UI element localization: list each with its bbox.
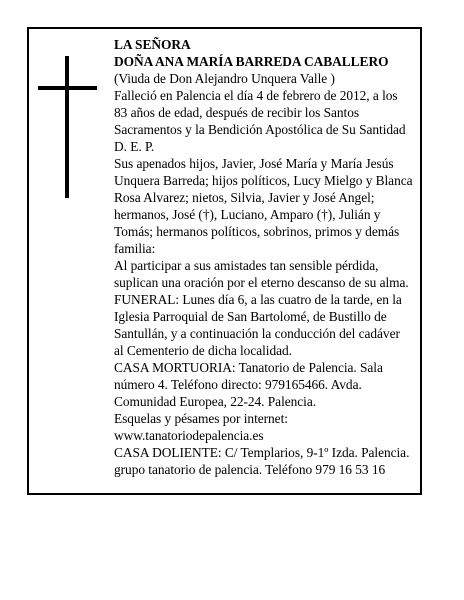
family-line: Sus apenados hijos, Javier, José María y María Jesús: [114, 156, 394, 171]
casa-doliente-line: grupo tanatorio de palencia. Teléfono 979 16 53 16: [114, 462, 386, 477]
family-line: familia:: [114, 241, 156, 256]
request-line: suplican una oración por el eterno descanso de su alma.: [114, 275, 409, 290]
casa-mortuoria-line: Comunidad Europea, 22-24. Palencia.: [114, 394, 317, 409]
esquelas-line: Esquelas y pésames por internet:: [114, 411, 288, 426]
obituary-title: LA SEÑORA: [114, 37, 191, 52]
death-line: Falleció en Palencia el día 4 de febrero de 2012, a los: [114, 88, 398, 103]
casa-doliente-line: CASA DOLIENTE: C/ Templarios, 9-1º Izda. Palencia.: [114, 445, 410, 460]
casa-mortuoria-line: CASA MORTUORIA: Tanatorio de Palencia. Sala: [114, 360, 383, 375]
cross-vertical-bar: [65, 56, 69, 198]
family-line: Unquera Barreda; hijos políticos, Lucy Mielgo y Blanca: [114, 173, 413, 188]
family-line: Tomás; hermanos políticos, sobrinos, primos y demás: [114, 224, 400, 239]
family-line: Rosa Alvarez; nietos, Silvia, Javier y José Angel;: [114, 190, 375, 205]
request-line: Al participar a sus amistades tan sensible pérdida,: [114, 258, 379, 273]
funeral-line: Iglesia Parroquial de San Bartolomé, de Bustillo de: [114, 309, 387, 324]
deceased-name: DOÑA ANA MARÍA BARREDA CABALLERO: [114, 54, 389, 69]
obituary-text: [114, 36, 414, 478]
death-line: Sacramentos y la Bendición Apostólica de Su Santidad: [114, 122, 406, 137]
family-line: hermanos, José (†), Luciano, Amparo (†), Julián y: [114, 207, 381, 222]
funeral-line: al Cementerio de dicha localidad.: [114, 343, 292, 358]
death-line: D. E. P.: [114, 139, 155, 154]
website-link[interactable]: www.tanatoriodepalencia.es: [114, 428, 264, 443]
funeral-line: FUNERAL: Lunes día 6, a las cuatro de la tarde, en la: [114, 292, 402, 307]
death-line: 83 años de edad, después de recibir los Santos: [114, 105, 359, 120]
widow-line: (Viuda de Don Alejandro Unquera Valle ): [114, 71, 335, 86]
cross-horizontal-bar: [38, 86, 97, 90]
casa-mortuoria-line: número 4. Teléfono directo: 979165466. Avda.: [114, 377, 362, 392]
funeral-line: Santullán, y a continuación la conducción del cadáver: [114, 326, 400, 341]
